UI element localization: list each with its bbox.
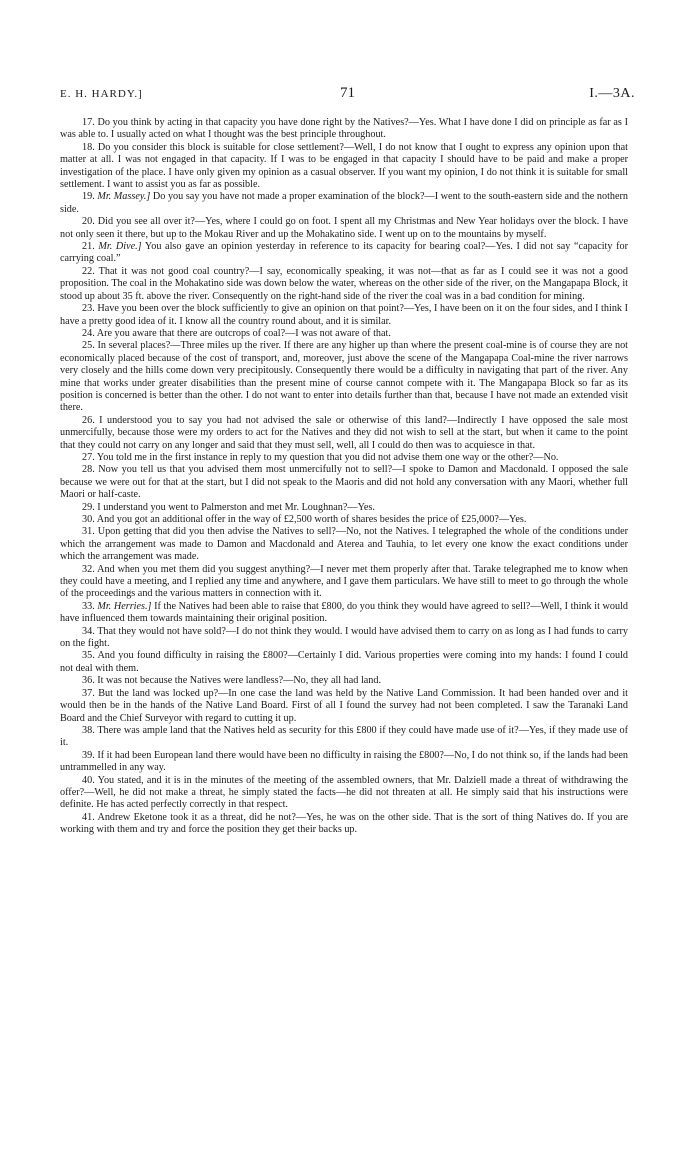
question-answer-text: Upon getting that did you then advise the Natives to sell?—No, not the Natives. I telegraphed the whole of the conditions under which the arrangement was made to Damon and Macdonald and Aterea and Tauhia, to let every one know the exact conditions under which the arrangement was made. xyxy=(60,526,629,563)
question-answer-text: In several places?—Three miles up the river. If there are any higher up than where the present coal-mine is of course they are not economically placed because of the cost of transport, and, moreover, just above the scene of the Mangapapa Coal-mine the river narrows very closely and the hills come down very precipitously. Consequently there would be a difficulty in navigating that part of the river. Any mine that works under greater disabilities than the present mine of course cannot compete with it. The Mangapapa Block so far as its position is concerned is better than the other. I do not want to enter into details further than that, because I have not made an extended visit there. xyxy=(60,340,629,414)
question-answer-text: And you got an additional offer in the way of £2,500 worth of shares besides the price of £25,000?—Yes. xyxy=(96,514,527,525)
question-number: 19. xyxy=(82,191,95,203)
testimony-paragraph xyxy=(60,216,628,241)
testimony-paragraph xyxy=(60,241,628,266)
testimony-paragraph xyxy=(60,675,628,687)
question-number: 18. xyxy=(82,141,95,153)
testimony-paragraph xyxy=(60,750,628,775)
testimony-paragraph xyxy=(60,452,628,464)
testimony-paragraph xyxy=(60,415,628,452)
testimony-paragraph xyxy=(60,340,628,414)
testimony-paragraph xyxy=(60,142,628,192)
questioner-name: Mr. Dive.] xyxy=(98,241,142,253)
question-answer-text: But the land was locked up?—In one case the land was held by the Native Land Commission. It had been handed over and it would then be in the hands of the Native Land Board. First of all I found the survey had not been completed. I saw the Taranaki Land Board and the Chief Surveyor with regard to cutting it up. xyxy=(60,687,629,724)
page-number: 71 xyxy=(340,85,355,101)
testimony-paragraph xyxy=(60,303,628,328)
question-number: 27. xyxy=(82,451,95,463)
question-number: 41. xyxy=(82,811,95,823)
question-number: 37. xyxy=(82,687,95,699)
question-number: 36. xyxy=(82,675,95,687)
question-number: 23. xyxy=(82,303,95,315)
question-answer-text: That they would not have sold?—I do not think they would. I would have advised them to carry on as long as I had funds to carry on the fight. xyxy=(60,625,628,650)
questioner-name: Mr. Herries.] xyxy=(97,600,152,612)
testimony-paragraph xyxy=(60,564,628,601)
document-reference: I.—3A. xyxy=(589,86,635,101)
question-answer-text: Are you aware that there are outcrops of coal?—I was not aware of that. xyxy=(96,327,391,339)
testimony-paragraph xyxy=(60,502,628,514)
question-number: 20. xyxy=(82,216,95,228)
question-number: 32. xyxy=(82,563,95,575)
testimony-paragraph xyxy=(60,775,628,812)
questioner-name: Mr. Massey.] xyxy=(97,191,151,203)
page-header xyxy=(60,85,635,104)
testimony-paragraph xyxy=(60,626,628,651)
question-number: 22. xyxy=(82,265,95,277)
question-answer-text: And when you met them did you suggest anything?—I never met them properly after that. Tarake telegraphed me to know when they could have a meeting, and I replied any time and anywhere, and I gave them particulars. We have still to meet to go through the whole of the proceedings and the various matters in connection with it. xyxy=(60,563,629,600)
testimony-body xyxy=(60,117,628,837)
question-number: 39. xyxy=(82,749,95,761)
question-number: 21. xyxy=(82,241,95,253)
question-answer-text: Andrew Eketone took it as a threat, did he not?—Yes, he was on the other side. That is the sort of thing Natives do. If you are working with them and try and force the position they get their backs up. xyxy=(60,811,629,836)
question-answer-text: And you found difficulty in raising the £800?—Certainly I did. Various properties were coming into my hands: I found I could not deal with them. xyxy=(60,650,629,674)
question-number: 25. xyxy=(82,340,95,352)
question-number: 29. xyxy=(82,501,95,513)
testimony-paragraph xyxy=(60,514,628,526)
testimony-paragraph xyxy=(60,725,628,750)
testimony-paragraph xyxy=(60,526,628,563)
question-number: 31. xyxy=(82,526,95,538)
question-number: 26. xyxy=(82,414,95,426)
testimony-paragraph xyxy=(60,266,628,303)
question-answer-text: You stated, and it is in the minutes of the meeting of the assembled owners, that Mr. Dalziell made a threat of withdrawing the offer?—Well, he did not make a threat, he simply stated the facts—he did not threaten at all. He simply said that his instructions were definite. He has acted perfectly correctly in that respect. xyxy=(60,774,629,811)
question-number: 40. xyxy=(82,774,95,786)
testimony-paragraph xyxy=(60,464,628,501)
question-answer-text: It was not because the Natives were landless?—No, they all had land. xyxy=(97,675,382,687)
question-answer-text: Now you tell us that you advised them most unmercifully not to sell?—I spoke to Damon and Macdonald. I opposed the sale because we were out for that at the start, but I did not speak to the Maoris and did not hold any conversation with any Maori, whether full Maori or half-caste. xyxy=(60,464,628,501)
question-number: 35. xyxy=(82,650,95,662)
testimony-paragraph xyxy=(60,688,628,725)
question-answer-text: I understand you went to Palmerston and met Mr. Loughnan?—Yes. xyxy=(97,501,375,513)
question-number: 34. xyxy=(82,625,95,637)
question-answer-text: That it was not good coal country?—I say, economically speaking, it was not—that as far as I could see it was not a good proposition. The coal in the Mohakatino side was down below the water, whereas on the other side of the river, on the Mangapapa Block, it stood up about 35 ft. above the river. Consequently on the right-hand side of the river the coal was in a bad condition for mining. xyxy=(60,265,628,302)
testimony-paragraph xyxy=(60,650,628,675)
question-answer-text: If the Natives had been able to raise that £800, do you think they would have agreed to sell?—Well, I think it would have influenced them towards maintaining their original position. xyxy=(60,600,628,625)
question-answer-text: Do you think by acting in that capacity you have done right by the Natives?—Yes. What I have done I did on principle as far as I was able to. I usually acted on what I thought was the best principle throughout. xyxy=(60,117,628,141)
question-number: 38. xyxy=(82,724,95,736)
question-answer-text: You told me in the first instance in reply to my question that you did not advise them one way or the other?—No. xyxy=(96,451,559,463)
question-answer-text: Do you consider this block is suitable for close settlement?—Well, I do not know that I ought to express any opinion upon that matter at all. I was not engaged in that capacity. If I was to be engaged in that capacity I should have to be paid and make a proper investigation of the place. I have only given my opinion as a casual observer. If you want my opinion, I do not think it is suitable for small settlement. I want to assist you as far as possible. xyxy=(60,141,629,191)
testimony-paragraph xyxy=(60,117,628,142)
question-number: 17. xyxy=(82,117,95,128)
question-answer-text: Did you see all over it?—Yes, where I could go on foot. I spent all my Christmas and New Year holidays over the block. I have not only seen it there, but up to the Mokau River and up the Mohakatino side. I went up on to the mountains by myself. xyxy=(60,216,628,240)
testimony-paragraph xyxy=(60,812,628,837)
question-number: 24. xyxy=(82,327,95,339)
question-answer-text: You also gave an opinion yesterday in reference to its capacity for bearing coal?—Yes. I did not say “capacity for carrying coal.” xyxy=(60,241,628,265)
header-witness-name: E. H. HARDY.] xyxy=(60,88,143,100)
testimony-paragraph xyxy=(60,601,628,626)
question-answer-text: I understood you to say you had not advised the sale or otherwise of this land?—Indirectly I have opposed the sale most unmercifully, because those were my orders to act for the Natives and they did not wish to sell at the start, but when it came to the point that they could not carry on any longer and said that they must sell, well, all I could do then was to acquiesce in that. xyxy=(60,414,628,451)
question-answer-text: Have you been over the block sufficiently to give an opinion on that point?—Yes, I have been on it on the four sides, and I think I have a pretty good idea of it. I know all the country round about, and it is similar. xyxy=(60,303,629,327)
testimony-paragraph xyxy=(60,328,628,340)
question-answer-text: If it had been European land there would have been no difficulty in raising the £800?—No, I do not think so, if the lands had been untrammelled in any way. xyxy=(60,749,629,774)
question-number: 33. xyxy=(82,600,95,612)
question-number: 28. xyxy=(82,464,95,476)
question-number: 30. xyxy=(82,514,95,525)
question-answer-text: There was ample land that the Natives held as security for this £800 if they could have made use of it?—Yes, if they made use of it. xyxy=(60,724,628,749)
testimony-paragraph xyxy=(60,191,628,216)
question-answer-text: Do you say you have not made a proper examination of the block?—I went to the south-eastern side and the nothern side. xyxy=(60,191,629,215)
